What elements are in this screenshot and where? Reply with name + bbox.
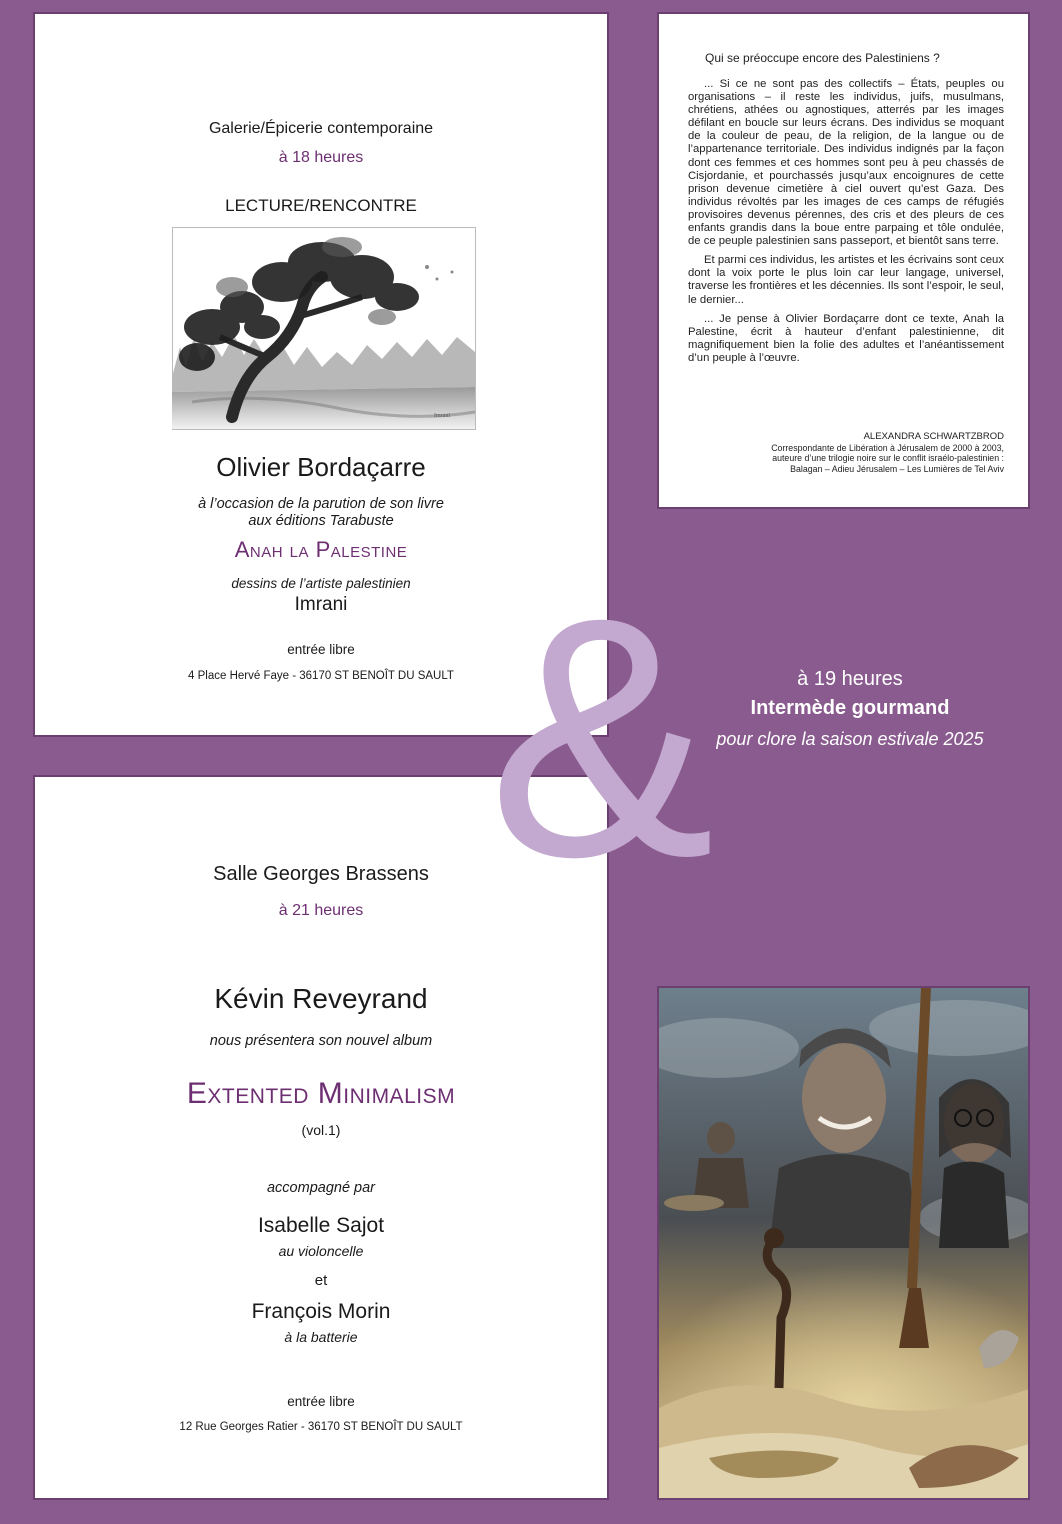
signature-line: Balagan – Adieu Jérusalem – Les Lumières de Tel Aviv: [790, 463, 1004, 474]
event2-venue: Salle Georges Brassens: [213, 863, 429, 885]
intermede-title: Intermède gourmand: [750, 697, 950, 719]
event1-occasion-2: aux éditions Tarabuste: [248, 513, 394, 529]
event1-type: LECTURE/RENCONTRE: [225, 196, 417, 215]
event1-book-title: Anah la Palestine: [234, 537, 408, 562]
event2-presents: nous présentera son nouvel album: [209, 1033, 433, 1049]
event2-time: à 21 heures: [278, 902, 364, 919]
intermede-time: à 19 heures: [797, 668, 903, 690]
event2-address: 12 Rue Georges Ratier - 36170 ST BENOÎT DU SAULT: [179, 1421, 463, 1433]
event2-artist: Kévin Reveyrand: [214, 983, 428, 1014]
album-photo: [657, 986, 1030, 1500]
event1-address: 4 Place Hervé Faye - 36170 ST BENOÎT DU SAULT: [188, 670, 454, 682]
tree-illustration: [172, 227, 476, 430]
image-signature: Imrani: [434, 413, 450, 419]
event2-album: Extented Minimalism: [186, 1077, 456, 1110]
album-cover-illustration: [659, 988, 1030, 1500]
event1-entry: entrée libre: [287, 642, 355, 657]
event1-time: à 18 heures: [278, 149, 364, 166]
event2-volume: (vol.1): [301, 1122, 341, 1138]
event2-entry: entrée libre: [287, 1394, 355, 1409]
event1-artist: Imrani: [294, 594, 348, 615]
event1-author: Olivier Bordaçarre: [216, 452, 426, 482]
ampersand-ornament: &: [488, 548, 715, 928]
signature-line: Correspondante de Libération à Jérusalem de 2000 à 2003,: [771, 442, 1004, 453]
event2-instrument2: à la batterie: [284, 1329, 358, 1345]
event1-drawings-credit: dessins de l’artiste palestinien: [231, 576, 411, 591]
event2-instrument1: au violoncelle: [278, 1243, 364, 1259]
article-title: Qui se préoccupe encore des Palestiniens ?: [705, 51, 940, 65]
signature-name: ALEXANDRA SCHWARTZBROD: [863, 431, 1004, 442]
article-body: [688, 78, 1004, 371]
event1-venue: Galerie/Épicerie contemporaine: [208, 120, 434, 137]
article-paragraph: Et parmi ces individus, les artistes et les écrivains sont ceux dont la voix porte le plus loin car leur langage, universel, traverse les frontières et les décennies. Ils sont l’espoir, le seul, le dernier...: [688, 254, 1004, 306]
event2-and: et: [314, 1272, 328, 1289]
event2-musician1: Isabelle Sajot: [257, 1214, 385, 1237]
intermede-subtitle: pour clore la saison estivale 2025: [716, 729, 984, 749]
article-paragraph: ... Je pense à Olivier Bordaçarre dont ce texte, Anah la Palestine, écrit à hauteur d’enfant palestinienne, dit magnifiquement bien la folie des adultes et l’anéantissement d’un peuple à l’œuvre.: [688, 312, 1004, 364]
article-signature: [679, 432, 1004, 474]
article-panel: [657, 12, 1030, 509]
signature-line: auteure d’une trilogie noire sur le conflit israélo-palestinien :: [772, 453, 1004, 463]
article-paragraph: ... Si ce ne sont pas des collectifs – États, peuples ou organisations – il reste les individus, juifs, musulmans, chrétiens, athées ou agnostiques, atterrés par les images défilant en boucle sur leurs écrans. Des individus se moquant de la couleur de peau, de la religion, de la langue ou de l’appartenance territoriale. Des individus indignés par la façon dont ces femmes et ces hommes sont peu à peu chassés de Cisjordanie, et pourchassés jusqu’aux encoignures de cette prison devenue cimetière à ciel ouvert qu’est Gaza. Des individus révoltés par les images de ces camps de réfugiés provisoires devenus pérennes, des cris et des pleurs de ces enfants grandis dans la boue entre parpaing et tôle ondulée, de ce peuple palestinien sans passeport, et bientôt sans terre.: [688, 78, 1004, 248]
event2-musician2: François Morin: [251, 1300, 391, 1323]
event2-accompanied: accompagné par: [266, 1180, 375, 1196]
event1-occasion-1: à l’occasion de la parution de son livre: [198, 496, 444, 512]
